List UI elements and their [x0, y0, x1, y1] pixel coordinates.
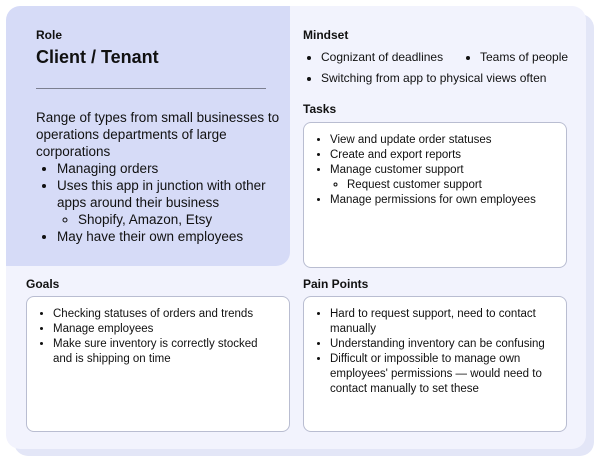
role-label: Role [36, 28, 63, 42]
pain-points-label: Pain Points [303, 277, 369, 291]
mindset-item-3 [304, 71, 546, 86]
role-description-block [36, 109, 286, 245]
role-subitem: ◦ Shopify, Amazon, Etsy [78, 211, 286, 228]
tasks-box [303, 122, 567, 268]
role-item-text: Uses this app in junction with other apps around their business [57, 178, 266, 210]
role-list [36, 160, 286, 245]
mindset-item-1 [304, 50, 443, 65]
role-sublist [57, 211, 286, 228]
mindset-item: • Switching from app to physical views often [321, 71, 546, 86]
persona-card [6, 6, 586, 449]
goal-item: • Manage employees [53, 322, 279, 337]
task-subitem: ◦ Request customer support [347, 178, 556, 193]
task-sublist [330, 178, 556, 193]
task-item: • Create and export reports [330, 148, 556, 163]
mindset-label: Mindset [303, 28, 349, 42]
role-divider [36, 88, 266, 89]
role-title: Client / Tenant [36, 47, 159, 67]
role-description: Range of types from small businesses to operations departments of large corporations [36, 110, 280, 159]
goals-label: Goals [26, 277, 60, 291]
role-item [57, 177, 286, 228]
task-item-text: Manage customer support [330, 164, 464, 176]
pain-point-item: • Hard to request support, need to contact manually [330, 307, 556, 337]
mindset-item: • Cognizant of deadlines [321, 50, 443, 65]
goals-list [36, 307, 279, 367]
role-item: • Managing orders [57, 160, 286, 177]
pain-points-list [313, 307, 556, 397]
tasks-label: Tasks [303, 102, 337, 116]
tasks-list [313, 133, 556, 208]
goal-item: • Checking statuses of orders and trends [53, 307, 279, 322]
mindset-item: • Teams of people [480, 50, 568, 65]
pain-point-item: • Difficult or impossible to manage own employees' permissions — would need to contact manually to set these [330, 352, 556, 397]
goals-box [26, 296, 290, 432]
task-item: • View and update order statuses [330, 133, 556, 148]
role-panel [6, 6, 290, 266]
role-item: • May have their own employees [57, 228, 286, 245]
pain-point-item: • Understanding inventory can be confusing [330, 337, 556, 352]
pain-points-box [303, 296, 567, 432]
goal-item: • Make sure inventory is correctly stocked and is shipping on time [53, 337, 279, 367]
task-item: • Manage permissions for own employees [330, 193, 556, 208]
mindset-item-2 [463, 50, 568, 65]
task-item [330, 163, 556, 193]
